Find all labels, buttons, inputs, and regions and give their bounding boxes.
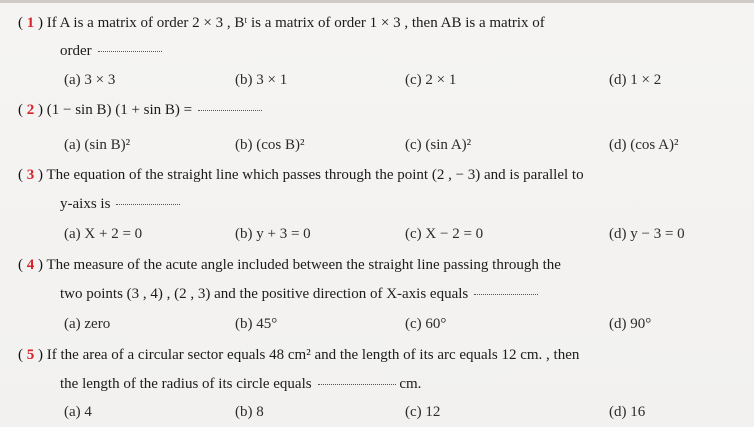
option-b[interactable]: (b) 3 × 1 — [235, 72, 288, 88]
answer-blank[interactable] — [318, 384, 396, 385]
question-1-line-1 — [18, 11, 545, 35]
option-b[interactable]: (b) (cos B)² — [235, 137, 305, 153]
option-b[interactable]: (b) 8 — [235, 404, 264, 420]
question-text: The equation of the straight line which passes through the point (2 , − 3) and is parallel to — [46, 167, 584, 183]
question-5-line-1 — [18, 343, 579, 367]
question-text: y-aixs is — [60, 196, 111, 212]
question-4-line-1 — [18, 253, 561, 277]
question-3-line-1 — [18, 163, 584, 187]
option-b[interactable]: (b) y + 3 = 0 — [235, 226, 311, 242]
unit-label: cm. — [399, 376, 422, 392]
option-d[interactable]: (d) 16 — [609, 404, 646, 420]
question-text: the length of the radius of its circle equals — [60, 376, 312, 392]
question-1-line-2 — [60, 39, 162, 63]
question-number: ( 2 ) — [18, 102, 43, 118]
question-number: ( 4 ) — [18, 257, 43, 273]
option-c[interactable]: (c) 60° — [405, 316, 447, 332]
question-2-line-1 — [18, 98, 262, 122]
question-text: two points (3 , 4) , (2 , 3) and the positive direction of X-axis equals — [60, 286, 469, 302]
answer-blank[interactable] — [98, 51, 162, 52]
option-b[interactable]: (b) 45° — [235, 316, 278, 332]
question-number: ( 1 ) — [18, 15, 43, 31]
option-a[interactable]: (a) (sin B)² — [64, 137, 131, 153]
question-number: ( 5 ) — [18, 347, 43, 363]
option-c[interactable]: (c) X − 2 = 0 — [405, 226, 484, 242]
answer-blank[interactable] — [474, 294, 538, 295]
option-d[interactable]: (d) 1 × 2 — [609, 72, 662, 88]
answer-blank[interactable] — [116, 204, 180, 205]
question-text: The measure of the acute angle included between the straight line passing through the — [46, 257, 561, 273]
question-4-line-2 — [60, 282, 538, 306]
option-a[interactable]: (a) X + 2 = 0 — [64, 226, 143, 242]
option-a[interactable]: (a) 3 × 3 — [64, 72, 116, 88]
question-text: If the area of a circular sector equals 48 cm² and the length of its arc equals 12 cm. , then — [46, 347, 580, 363]
option-d[interactable]: (d) (cos A)² — [609, 137, 679, 153]
option-d[interactable]: (d) y − 3 = 0 — [609, 226, 685, 242]
option-c[interactable]: (c) (sin A)² — [405, 137, 472, 153]
question-text: If A is a matrix of order 2 × 3 , Bᵗ is a matrix of order 1 × 3 , then AB is a matrix of — [46, 15, 545, 31]
option-c[interactable]: (c) 12 — [405, 404, 441, 420]
option-a[interactable]: (a) 4 — [64, 404, 92, 420]
option-c[interactable]: (c) 2 × 1 — [405, 72, 457, 88]
answer-blank[interactable] — [198, 110, 262, 111]
question-text: order — [60, 43, 92, 59]
question-5-line-2 — [60, 372, 421, 396]
question-number: ( 3 ) — [18, 167, 43, 183]
question-text: (1 − sin B) (1 + sin B) = — [46, 102, 193, 118]
page-top-edge — [0, 0, 754, 3]
question-3-line-2 — [60, 192, 180, 216]
option-a[interactable]: (a) zero — [64, 316, 111, 332]
option-d[interactable]: (d) 90° — [609, 316, 652, 332]
